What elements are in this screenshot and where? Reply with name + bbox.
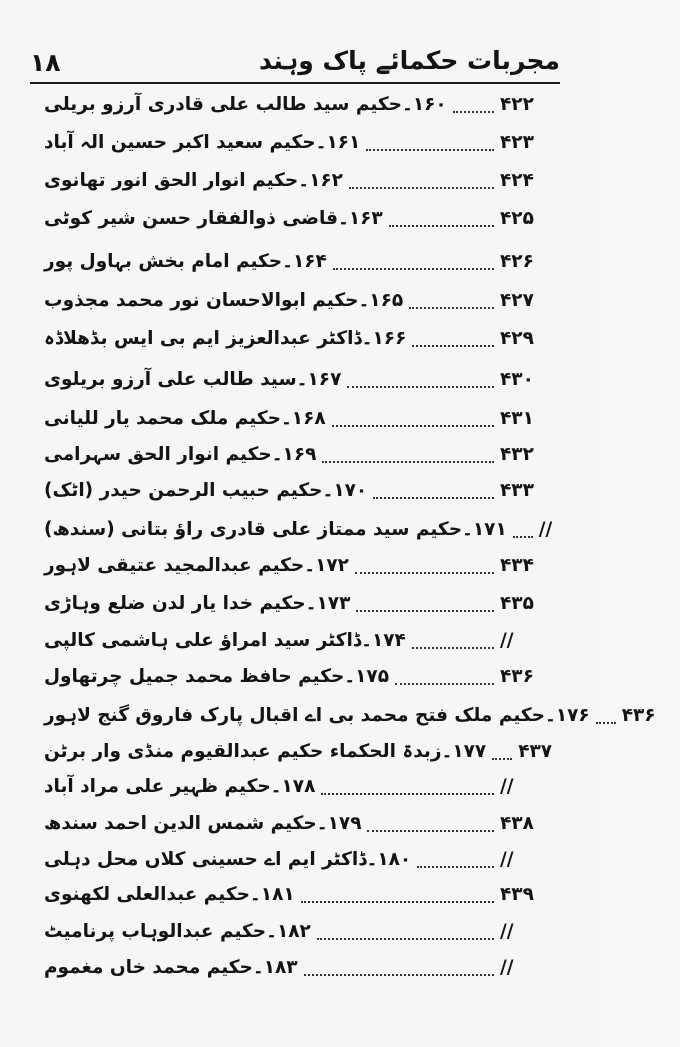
toc-entry [38, 472, 558, 506]
dot-leader [332, 425, 494, 427]
toc-entry-page: ۴۳۳ [500, 480, 534, 501]
toc-entry-label: ۱۸۱۔حکیم عبدالعلی لکھنوی [44, 884, 295, 905]
toc-entry-page: // [500, 630, 514, 651]
page-number: ۱۸ [30, 48, 61, 77]
dot-leader [322, 461, 494, 463]
toc-entry-label: ۱۷۰۔حکیم حبیب الرحمن حیدر (اٹک) [44, 480, 368, 501]
toc-entry-page: // [500, 957, 514, 978]
toc-entry-label: ۱۷۹۔حکیم شمس الدین احمد سندھ [44, 813, 362, 834]
dot-leader [366, 149, 494, 151]
toc-entry-label: ۱۶۵۔حکیم ابوالاحسان نور محمد مجذوب [44, 290, 404, 311]
dot-leader [412, 647, 494, 649]
toc-entry [38, 436, 558, 470]
toc-entry-page: ۴۲۴ [500, 170, 534, 191]
toc-entry-label: ۱۷۵۔حکیم حافظ محمد جمیل چرتھاول [44, 666, 390, 687]
toc-entry-page: ۴۳۸ [500, 813, 534, 834]
book-title: مجربات حکمائے پاک وہند [258, 46, 560, 75]
dot-leader [356, 610, 494, 612]
toc-entry-label: ۱۷۴۔ڈاکٹر سید امراؤ علی ہاشمی کالپی [44, 630, 406, 651]
toc-entry-page: // [500, 776, 514, 797]
toc-entry-label: ۱۷۳۔حکیم خدا یار لدن ضلع وہاڑی [44, 593, 351, 614]
toc-entry-label: ۱۶۱۔حکیم سعید اکبر حسین الہ آباد [44, 132, 361, 153]
toc-entry-page: ۴۲۹ [500, 328, 534, 349]
dot-leader [513, 536, 533, 538]
dot-leader [492, 758, 512, 760]
toc-entry-page: // [500, 849, 514, 870]
toc-entry-page: ۴۳۵ [500, 593, 534, 614]
toc-entry-page: ۴۳۹ [500, 884, 534, 905]
toc-entry-page: // [500, 921, 514, 942]
dot-leader [355, 572, 494, 574]
toc-entry-label: ۱۶۰۔حکیم سید طالب علی قادری آرزو بریلی [44, 94, 447, 115]
toc-entry-page: ۴۳۶ [621, 705, 656, 726]
toc-entry-label: ۱۷۶۔حکیم ملک فتح محمد بی اے اقبال پارک فاروق گنج لاہور [44, 705, 590, 726]
toc-entry-label: ۱۷۱۔حکیم سید ممتاز علی قادری راؤ بتانی (سندھ) [44, 519, 507, 540]
dot-leader [395, 683, 494, 685]
toc-entry-label: ۱۷۸۔حکیم ظہیر علی مراد آباد [44, 776, 316, 797]
toc-entry [38, 913, 558, 947]
dot-leader [373, 497, 494, 499]
toc-entry-label: ۱۶۲۔حکیم انوار الحق انور تھانوی [44, 170, 343, 191]
dot-leader [321, 793, 494, 795]
toc-entry-label: ۱۸۲۔حکیم عبدالوہاب پرنامیٹ [44, 921, 311, 942]
toc-entry [38, 949, 558, 983]
toc-entry [38, 768, 558, 802]
dot-leader [367, 830, 494, 832]
dot-leader [347, 386, 494, 388]
toc-entry-page: ۴۳۷ [518, 741, 553, 762]
toc-entry [38, 841, 558, 875]
toc-entry [38, 876, 558, 910]
toc-entry-label: ۱۷۷۔زبدۃ الحکماء حکیم عبدالقیوم منڈی وار برٹن [44, 741, 487, 762]
toc-entry [38, 124, 558, 158]
toc-entry-label: ۱۶۹۔حکیم انوار الحق سہرامی [44, 444, 317, 465]
toc-entry [38, 162, 558, 196]
toc-entry-page: ۴۳۱ [500, 408, 534, 429]
toc-entry-page: ۴۳۶ [500, 666, 534, 687]
toc-entry-label: ۱۶۴۔حکیم امام بخش بہاول پور [44, 251, 327, 272]
dot-leader [317, 938, 494, 940]
dot-leader [304, 974, 494, 976]
toc-entry-page: ۴۲۵ [500, 208, 534, 229]
toc-entry-page: ۴۲۳ [500, 132, 534, 153]
dot-leader [453, 111, 494, 113]
dot-leader [333, 268, 494, 270]
toc-entry-label: ۱۶۷۔سید طالب علی آرزو بریلوی [44, 369, 342, 390]
toc-entry [38, 733, 558, 767]
toc-entry-page: // [538, 519, 553, 540]
toc-entry-page: ۴۲۷ [500, 290, 534, 311]
dot-leader [389, 225, 494, 227]
dot-leader [349, 187, 494, 189]
toc-entry-label: ۱۶۸۔حکیم ملک محمد یار للیانی [44, 408, 326, 429]
dot-leader [301, 901, 494, 903]
dot-leader [409, 307, 494, 309]
toc-entry [38, 282, 558, 316]
toc-entry-page: ۴۳۲ [500, 444, 534, 465]
dot-leader [412, 345, 494, 347]
toc-entry [38, 243, 558, 277]
toc-entry-page: ۴۲۶ [500, 251, 534, 272]
toc-entry [38, 805, 558, 839]
toc-entry [38, 361, 558, 395]
toc-entry-label: ۱۶۳۔قاضی ذوالفقار حسن شیر کوٹی [44, 208, 383, 229]
toc-entry-label: ۱۷۲۔حکیم عبدالمجید عتیقی لاہور [44, 555, 349, 576]
toc-entry [38, 585, 558, 619]
toc-entry [38, 622, 558, 656]
toc-entry-page: ۴۳۴ [500, 555, 534, 576]
dot-leader [417, 866, 494, 868]
toc-entry-label: ۱۸۰۔ڈاکٹر ایم اے حسینی کلاں محل دہلی [44, 849, 412, 870]
toc-entry-label: ۱۸۳۔حکیم محمد خاں مغموم [44, 957, 298, 978]
toc-entry [38, 547, 558, 581]
toc-entry-page: ۴۳۰ [500, 369, 534, 390]
toc-entry [38, 200, 558, 234]
toc-entry-label: ۱۶۶۔ڈاکٹر عبدالعزیز ایم بی ایس بڈھلاڈہ [44, 328, 407, 349]
dot-leader [596, 722, 616, 724]
toc-entry-page: ۴۲۲ [500, 94, 534, 115]
toc-entry [38, 400, 558, 434]
toc-entry [38, 511, 558, 545]
toc-entry [38, 697, 656, 731]
toc-entry [38, 658, 558, 692]
toc-entry [38, 86, 558, 120]
toc-entry [38, 320, 558, 354]
